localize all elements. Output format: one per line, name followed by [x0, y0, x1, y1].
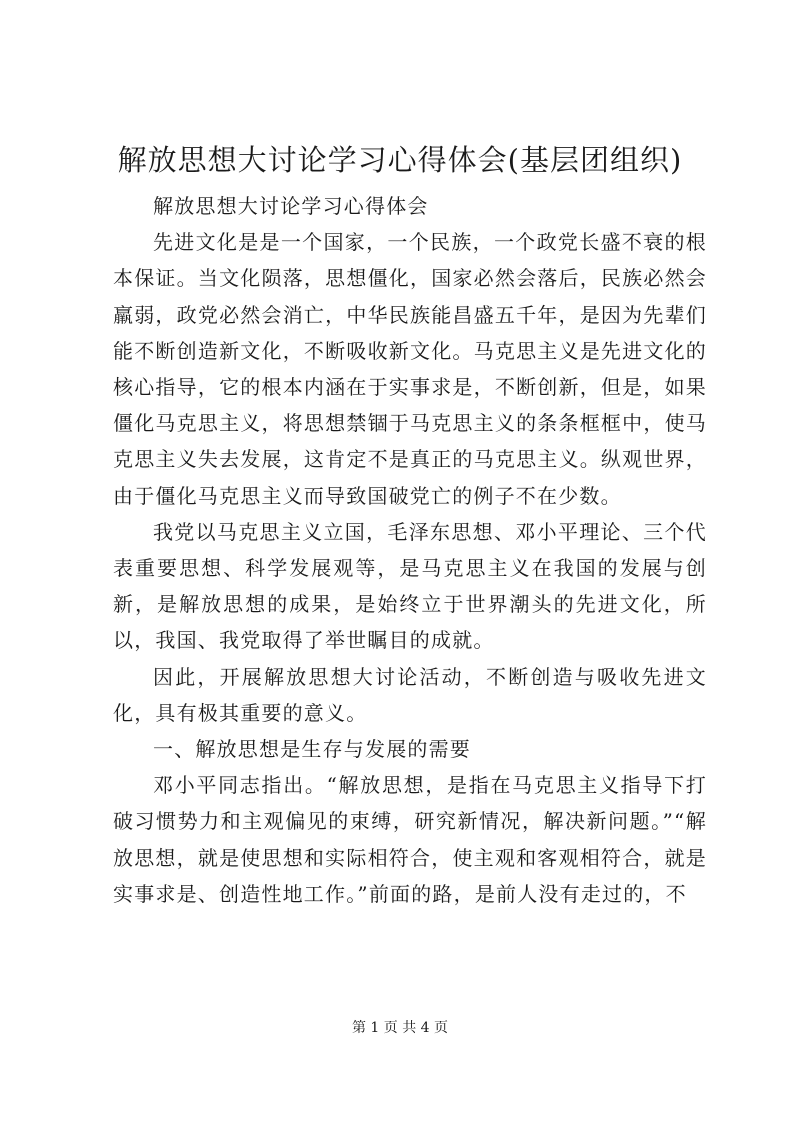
- paragraph: 我党以马克思主义立国，毛泽东思想、邓小平理论、三个代表重要思想、科学发展观等，是马克思主义在我国的发展与创新，是解放思想的成果，是始终立于世界潮头的先进文化，所以，我国、我党取得了举世瞩目的成就。: [113, 519, 707, 653]
- paragraph: 因此，开展解放思想大讨论活动，不断创造与吸收先进文化，具有极其重要的意义。: [113, 664, 707, 725]
- paragraph: 先进文化是是一个国家，一个民族，一个政党长盛不衰的根本保证。当文化陨落，思想僵化，国家必然会落后，民族必然会羸弱，政党必然会消亡，中华民族能昌盛五千年，是因为先辈们能不断创造新文化，不断吸收新文化。马克思主义是先进文化的核心指导，它的根本内涵在于实事求是，不断创新，但是，如果僵化马克思主义，将思想禁锢于马克思主义的条条框框中，使马克思主义失去发展，这肯定不是真正的马克思主义。纵观世界，由于僵化马克思主义而导致国破党亡的例子不在少数。: [113, 230, 707, 508]
- section-heading: 一、解放思想是生存与发展的需要: [153, 737, 471, 762]
- subtitle-line: 解放思想大讨论学习心得体会: [153, 194, 429, 218]
- paragraph: 邓小平同志指出。“解放思想，是指在马克思主义指导下打破习惯势力和主观偏见的束缚，研究新情况，解决新问题。”“解放思想，就是使思想和实际相符合，使主观和客观相符合，就是实事求是、创造性地工作。”前面的路，是前人没有走过的，不: [113, 773, 707, 906]
- page-number-footer: 第 1 页 共 4 页: [351, 1020, 449, 1036]
- document-body: [113, 188, 707, 912]
- document-title: 解放思想大讨论学习心得体会(基层团组织): [117, 143, 683, 177]
